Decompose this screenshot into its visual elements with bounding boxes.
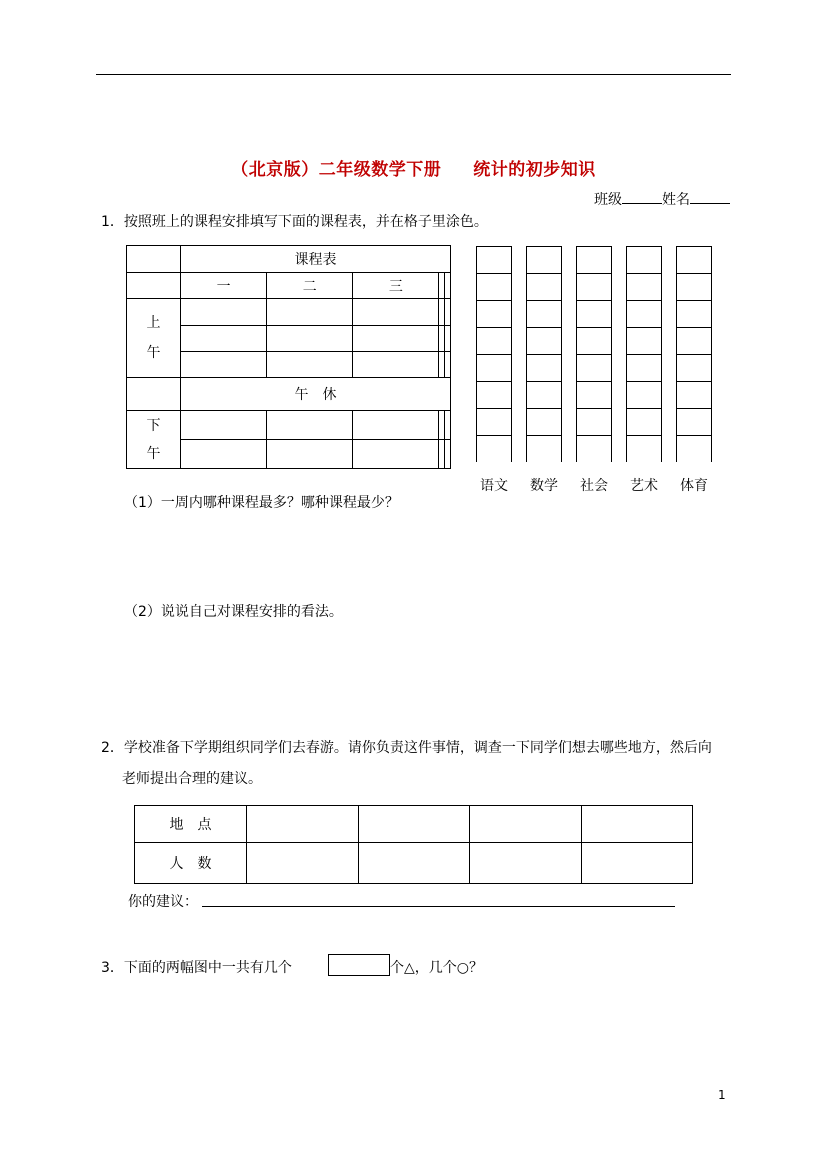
question-3-text-after: 个△，几个○？ (390, 960, 483, 976)
schedule-blank (127, 273, 181, 299)
schedule-cell[interactable] (181, 299, 267, 325)
color-cell[interactable] (476, 246, 512, 273)
color-cell[interactable] (626, 273, 662, 300)
color-cell[interactable] (576, 300, 612, 327)
schedule-cell[interactable] (267, 440, 353, 469)
color-cell[interactable] (626, 381, 662, 408)
question-1-sub-1: （1）一周内哪种课程最多？哪种课程最少？ (124, 495, 399, 511)
survey-cell[interactable] (581, 843, 693, 884)
schedule-cell[interactable] (353, 440, 439, 469)
schedule-cell[interactable] (353, 325, 439, 351)
noon-break: 午 休 (181, 378, 451, 411)
color-cell[interactable] (476, 354, 512, 381)
color-cell[interactable] (576, 381, 612, 408)
color-cell[interactable] (526, 381, 562, 408)
day-header[interactable] (445, 273, 451, 299)
schedule-cell[interactable] (181, 440, 267, 469)
color-cell[interactable] (676, 246, 712, 273)
schedule-table (126, 245, 451, 469)
color-cell[interactable] (526, 354, 562, 381)
class-blank[interactable] (622, 191, 662, 204)
color-cell[interactable] (676, 381, 712, 408)
color-cell[interactable] (526, 300, 562, 327)
color-cell[interactable] (576, 327, 612, 354)
color-cell[interactable] (576, 273, 612, 300)
document-title: （北京版）二年级数学下册 统计的初步知识 (231, 160, 596, 180)
color-cell[interactable] (476, 381, 512, 408)
subject-label: 数学 (530, 478, 558, 494)
color-cell[interactable] (526, 408, 562, 435)
afternoon-label (127, 411, 181, 469)
day-header: 一 (181, 273, 267, 299)
color-cell[interactable] (676, 435, 712, 462)
page-number: 1 (718, 1088, 726, 1102)
suggestion-label: 你的建议： (128, 894, 198, 910)
subject-label: 社会 (580, 478, 608, 494)
survey-cell[interactable] (470, 806, 582, 843)
survey-cell[interactable] (581, 806, 693, 843)
class-label: 班级 (594, 192, 622, 208)
color-cell[interactable] (626, 408, 662, 435)
schedule-blank (127, 378, 181, 411)
count-header: 人 数 (135, 843, 247, 884)
color-cell[interactable] (476, 273, 512, 300)
color-cell[interactable] (576, 435, 612, 462)
name-blank[interactable] (690, 191, 730, 204)
schedule-cell[interactable] (353, 299, 439, 325)
color-cell[interactable] (576, 354, 612, 381)
survey-cell[interactable] (470, 843, 582, 884)
color-cell[interactable] (676, 354, 712, 381)
subject-column (526, 246, 562, 494)
day-header: 三 (353, 273, 439, 299)
color-cell[interactable] (626, 327, 662, 354)
schedule-cell[interactable] (445, 299, 451, 325)
color-cell[interactable] (476, 408, 512, 435)
schedule-cell[interactable] (267, 325, 353, 351)
color-cell[interactable] (676, 300, 712, 327)
survey-cell[interactable] (358, 806, 470, 843)
question-2-line-2: 老师提出合理的建议。 (122, 771, 262, 787)
survey-table (134, 805, 693, 884)
schedule-cell[interactable] (353, 351, 439, 377)
morning-label (127, 299, 181, 378)
day-header: 二 (267, 273, 353, 299)
color-cell[interactable] (626, 300, 662, 327)
question-2-line-1: 2．学校准备下学期组织同学们去春游。请你负责这件事情，调查一下同学们想去哪些地方，然后向 (101, 740, 712, 756)
schedule-cell[interactable] (267, 411, 353, 440)
color-cell[interactable] (626, 354, 662, 381)
class-name-line (594, 189, 730, 209)
survey-cell[interactable] (358, 843, 470, 884)
subject-label: 体育 (680, 478, 708, 494)
suggestion-line[interactable] (202, 906, 675, 907)
answer-box[interactable] (328, 954, 390, 976)
schedule-caption: 课程表 (181, 246, 451, 273)
color-cell[interactable] (576, 408, 612, 435)
schedule-corner (127, 246, 181, 273)
color-cell[interactable] (526, 435, 562, 462)
color-cell[interactable] (476, 300, 512, 327)
survey-cell[interactable] (247, 843, 359, 884)
subject-column (676, 246, 712, 494)
morning-char: 午 (146, 345, 161, 362)
question-1-text: 1．按照班上的课程安排填写下面的课程表，并在格子里涂色。 (101, 214, 488, 230)
question-1-sub-2: （2）说说自己对课程安排的看法。 (124, 604, 343, 620)
color-cell[interactable] (676, 408, 712, 435)
schedule-cell[interactable] (445, 325, 451, 351)
subject-column (626, 246, 662, 494)
color-cell[interactable] (626, 435, 662, 462)
schedule-cell[interactable] (267, 299, 353, 325)
schedule-cell[interactable] (353, 411, 439, 440)
color-cell[interactable] (676, 327, 712, 354)
schedule-cell[interactable] (445, 351, 451, 377)
color-cell[interactable] (476, 327, 512, 354)
subject-label: 语文 (480, 478, 508, 494)
color-cell[interactable] (676, 273, 712, 300)
schedule-cell[interactable] (181, 325, 267, 351)
schedule-cell[interactable] (445, 411, 451, 440)
subject-label: 艺术 (630, 478, 658, 494)
location-header: 地 点 (135, 806, 247, 843)
schedule-cell[interactable] (181, 351, 267, 377)
morning-char: 上 (146, 315, 161, 332)
color-cell[interactable] (476, 435, 512, 462)
header-rule (96, 74, 731, 75)
color-cell[interactable] (526, 327, 562, 354)
color-cell[interactable] (576, 246, 612, 273)
color-cell[interactable] (526, 273, 562, 300)
color-cell[interactable] (626, 246, 662, 273)
schedule-cell[interactable] (445, 440, 451, 469)
question-3-text: 3．下面的两幅图中一共有几个 (101, 960, 292, 976)
schedule-cell[interactable] (181, 411, 267, 440)
afternoon-char: 下 (146, 417, 161, 434)
subject-column (576, 246, 612, 494)
schedule-cell[interactable] (267, 351, 353, 377)
subject-column (476, 246, 512, 494)
afternoon-char: 午 (146, 445, 161, 462)
color-cell[interactable] (526, 246, 562, 273)
survey-cell[interactable] (247, 806, 359, 843)
name-label: 姓名 (662, 192, 690, 208)
